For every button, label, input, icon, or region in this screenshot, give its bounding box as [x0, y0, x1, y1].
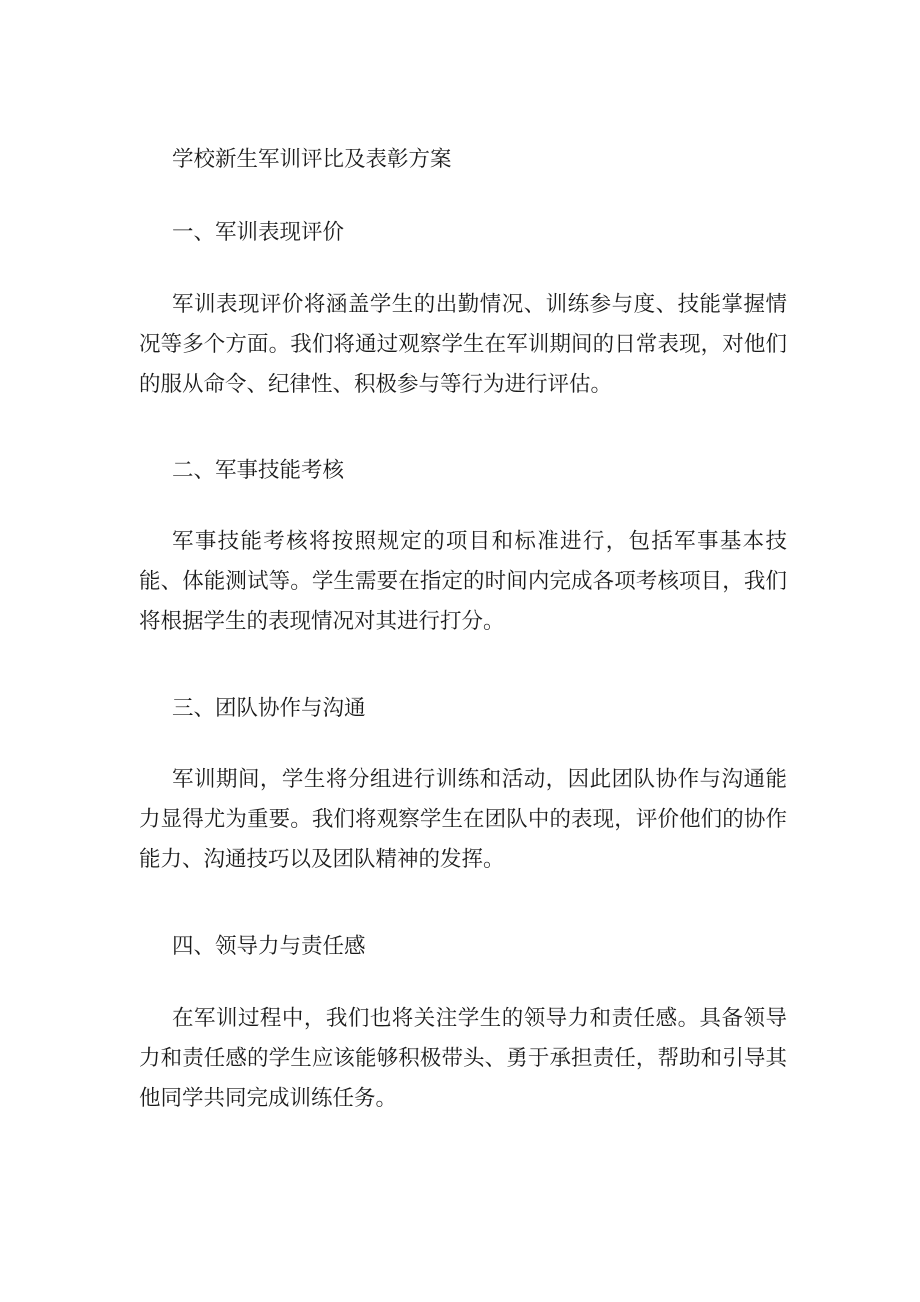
section-paragraph-4: 在军训过程中，我们也将关注学生的领导力和责任感。具备领导力和责任感的学生应该能够积极带头、勇于承担责任，帮助和引导其他同学共同完成训练任务。: [139, 1006, 787, 1111]
document-title: 学校新生军训评比及表彰方案: [172, 147, 452, 172]
section-paragraph-1: 军训表现评价将涵盖学生的出勤情况、训练参与度、技能掌握情况等多个方面。我们将通过观察学生在军训期间的日常表现，对他们的服从命令、纪律性、积极参与等行为进行评估。: [139, 292, 787, 397]
section-heading-3: 三、团队协作与沟通: [172, 696, 366, 721]
section-paragraph-3: 军训期间，学生将分组进行训练和活动，因此团队协作与沟通能力显得尤为重要。我们将观察学生在团队中的表现，评价他们的协作能力、沟通技巧以及团队精神的发挥。: [139, 767, 787, 872]
section-heading-4: 四、领导力与责任感: [172, 934, 366, 959]
section-heading-2: 二、军事技能考核: [172, 458, 345, 483]
section-heading-1: 一、军训表现评价: [172, 220, 345, 245]
section-paragraph-2: 军事技能考核将按照规定的项目和标准进行，包括军事基本技能、体能测试等。学生需要在指定的时间内完成各项考核项目，我们将根据学生的表现情况对其进行打分。: [139, 529, 787, 634]
